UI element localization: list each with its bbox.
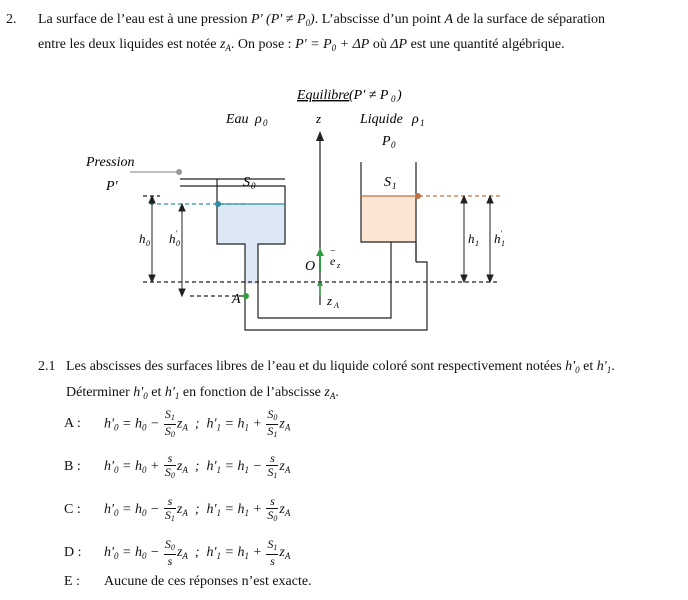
svg-text:−: −	[330, 246, 336, 257]
option-c[interactable]: C : $h'_0 = h_0$ − $\frac{s}{S_1}$ $z_A$ ; $h'_1 = h_1$ + $\frac{s}{S_0}$ $z_A$	[64, 494, 291, 523]
label-pprime: P'	[106, 179, 118, 194]
subquestion-number: 2.1	[38, 359, 56, 374]
label-s0: S	[243, 175, 250, 190]
label-a: A	[232, 292, 241, 307]
label-s1: S	[384, 175, 391, 190]
svg-text:P: P	[382, 134, 391, 149]
option-e-text: Aucune de ces réponses n’est exacte.	[104, 574, 312, 589]
option-d-formula: $h'_0 = h_0$ − $\frac{S_0}{s}$ $z_A$ ; $h'_1 = h_1$ + $\frac{S_1}{s}$ $z_A$	[104, 537, 291, 568]
liquid-fill	[361, 196, 416, 242]
option-e[interactable]: E : Aucune de ces réponses n’est exacte.	[64, 574, 312, 589]
svg-text:0: 0	[251, 181, 256, 191]
label-origin: O	[305, 259, 316, 274]
option-b[interactable]: B : $h'_0 = h_0$ + $\frac{s}{S_0}$ $z_A$ ; $h'_1 = h_1$ − $\frac{s}{S_1}$ $z_A$	[64, 451, 291, 480]
svg-text:1: 1	[475, 239, 479, 248]
label-h0: h	[139, 231, 146, 246]
option-a[interactable]: A : $h'_0 = h_0$ − $\frac{S_1}{S_0}$ $z_A$ ; $h'_1 = h_1$ + $\frac{S_0}{S_1}$ $z_A$	[64, 406, 291, 439]
svg-text:A: A	[334, 301, 339, 310]
svg-text:ρ: ρ	[255, 112, 262, 127]
question-number: 2.	[6, 12, 17, 27]
svg-text:0: 0	[391, 140, 396, 150]
svg-text:': '	[501, 229, 503, 238]
option-c-formula: $h'_0 = h_0$ − $\frac{s}{S_1}$ $z_A$ ; $h'_1 = h_1$ + $\frac{s}{S_0}$ $z_A$	[104, 494, 291, 523]
label-liquide: Liquide	[360, 112, 403, 127]
option-a-formula: $h'_0 = h_0$ − $\frac{S_1}{S_0}$ $z_A$ ; $h'_1 = h_1$ + $\frac{S_0}{S_1}$ $z_A$	[104, 406, 291, 439]
svg-text:h: h	[494, 231, 501, 246]
subquestion-line-2: Déterminer $h'_0$ et $h'_1$ en fonction de l’abscisse $z_A$.	[66, 385, 339, 401]
label-pression: Pression	[86, 155, 135, 170]
svg-text:1: 1	[501, 239, 505, 248]
label-eau: Eau	[226, 112, 249, 127]
svg-text:0: 0	[176, 239, 180, 248]
water-neck-fill	[245, 244, 258, 284]
svg-text:0: 0	[146, 239, 150, 248]
svg-text:h: h	[169, 231, 176, 246]
label-z-axis: z	[316, 111, 322, 126]
question-line-1: La surface de l’eau est à une pression P' $(P' \ne P_0)$. L’abscisse d’un point A de la surface de séparation	[38, 12, 605, 28]
svg-text:1: 1	[392, 181, 397, 191]
svg-text:): )	[397, 88, 402, 103]
option-b-formula: $h'_0 = h_0$ + $\frac{s}{S_0}$ $z_A$ ; $h'_1 = h_1$ − $\frac{s}{S_1}$ $z_A$	[104, 451, 291, 480]
label-h1: h	[468, 231, 475, 246]
svg-text:1: 1	[420, 118, 425, 128]
svg-text:(P' ≠ P: (P' ≠ P	[349, 88, 389, 103]
diagram-title: Equilibre	[297, 88, 350, 103]
label-za: z	[327, 293, 333, 308]
label-ez: e	[330, 254, 336, 268]
subquestion-line-1: Les abscisses des surfaces libres de l’eau et du liquide coloré sont respectivement notées $h'_0$ et $h'_1$.	[66, 359, 615, 375]
water-fill	[217, 204, 285, 244]
svg-text:': '	[176, 229, 178, 238]
svg-text:ρ: ρ	[412, 112, 419, 127]
svg-text:z: z	[337, 261, 341, 270]
option-d[interactable]: D : $h'_0 = h_0$ − $\frac{S_0}{s}$ $z_A$ ; $h'_1 = h_1$ + $\frac{S_1}{s}$ $z_A$	[64, 537, 291, 568]
svg-text:0: 0	[263, 118, 268, 128]
svg-text:0: 0	[391, 94, 396, 104]
question-line-2: entre les deux liquides est notée $z_A$. On pose : $P' = P_0 + \Delta P$ où ΔP est une quantité algébrique.	[38, 37, 565, 53]
